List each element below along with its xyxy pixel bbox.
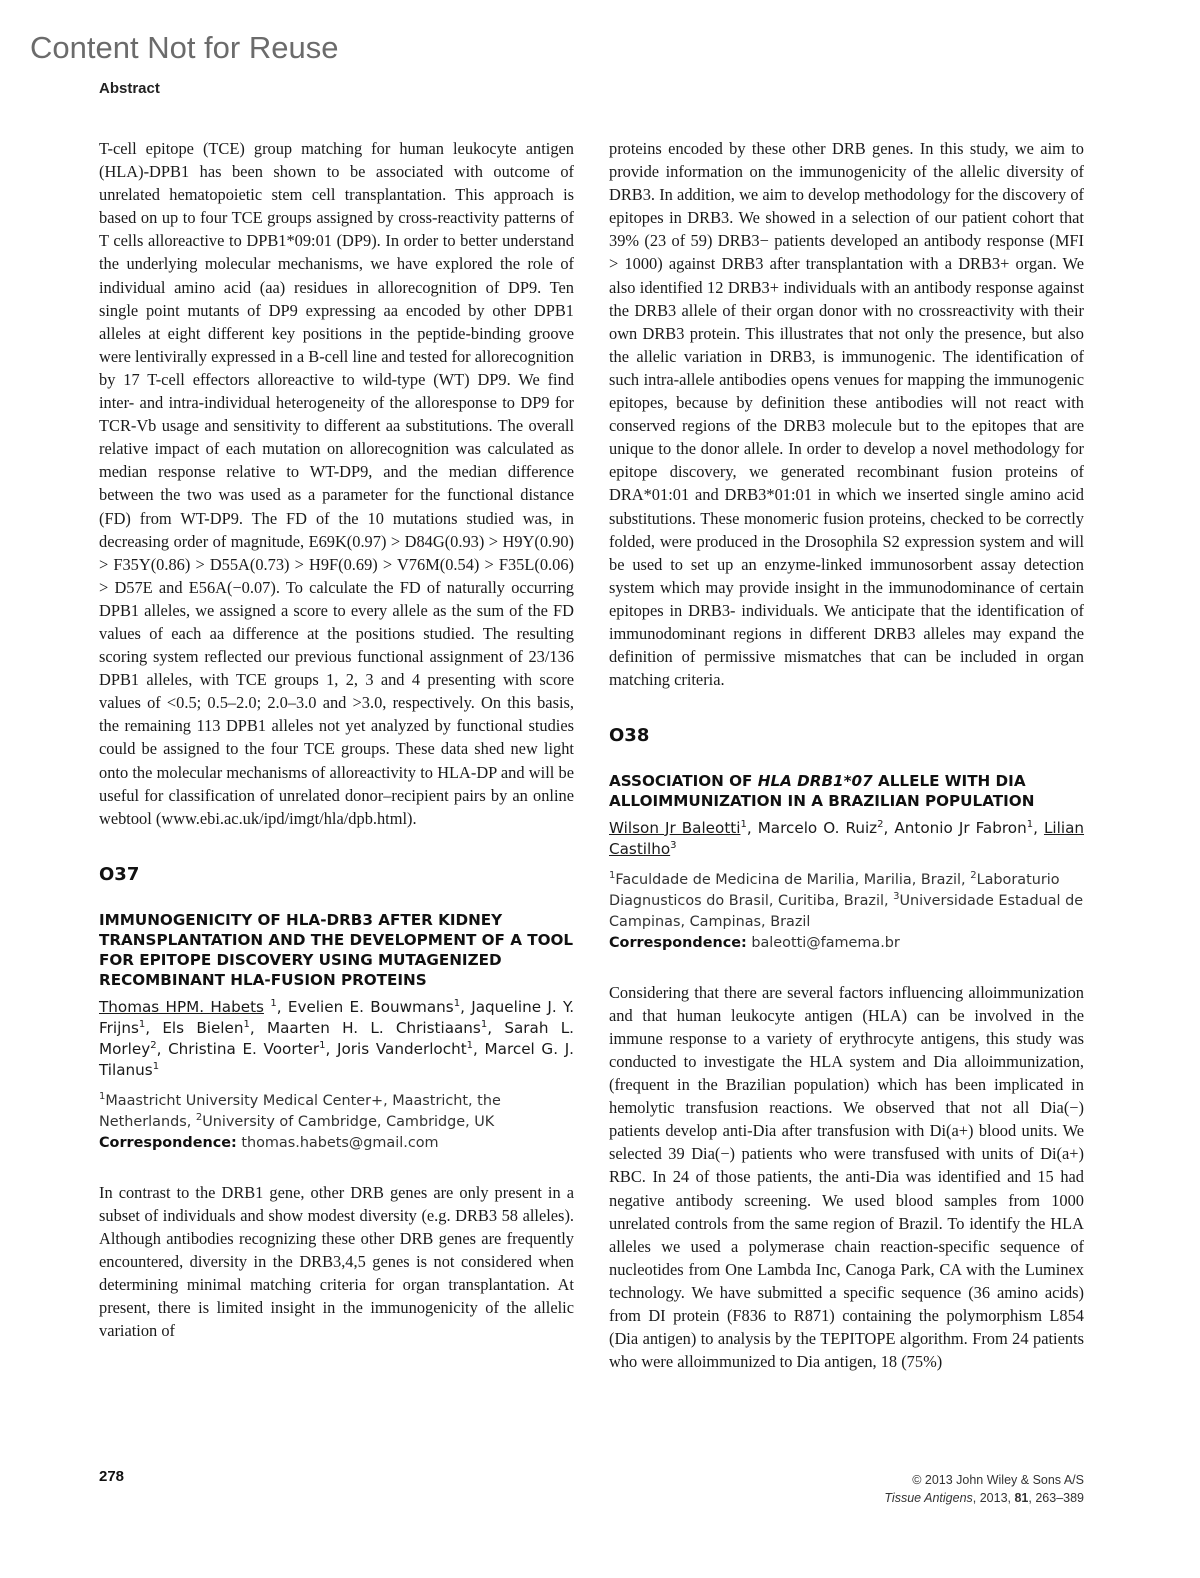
title-part: ALLELE WITH DIA ALLOIMMUNIZATION IN A BRAZILIAN POPULATION [609, 772, 1035, 811]
author-name: Antonio Jr Fabron [894, 818, 1027, 837]
affiliation: Faculdade de Medicina de Marilia, Marilia, Brazil, [615, 871, 971, 888]
o37-authors: Thomas HPM. Habets $^1$, Evelien E. Bouwmans$^1$, Jaqueline J. Y. Frijns$^1$, Els Bielen$^1$, Maarten H. L. Christiaans$^1$, Sarah L. Morley$^2$, Christina E. Voorter$^1$, Joris Vanderlocht$^1$, Marcel G. J. Tilanus$^1$ [99, 997, 575, 1079]
affiliation: Laboraturio Diagnusticos do Brasil, Curitiba, Brazil, [609, 871, 1060, 909]
affil-number: 2 [970, 869, 977, 881]
correspondence-email: baleotti@famema.br [746, 934, 900, 951]
affil-number: 1 [609, 869, 616, 881]
o38-abstract-id: O38 [609, 725, 650, 747]
author-name: Joris Vanderlocht [337, 1039, 467, 1058]
o36-body-paragraph: T-cell epitope (TCE) group matching for human leukocyte antigen (HLA)-DPB1 has been shown to be associated with outcome of unrelated hematopoietic stem cell transplantation. This approach is based on up to four TCE groups assigned by cross-reactivity patterns of T cells alloreactive to DPB1*09:01 (DP9). In order to better understand the underlying molecular mechanisms, we have explored the role of individual amino acid (aa) residues in allorecognition of DP9. Ten single point mutants of DP9 expressing aa encoded by other DPB1 alleles at eight different key positions in the peptide-binding groove were lentivirally expressed in a B-cell line and tested for allorecognition by 17 T-cell effectors alloreactive to wild-type (WT) DP9. We find inter- and intra-individual heterogeneity of the alloresponse to DP9 for TCR-Vb usage and sensitivity to different aa substitutions. The overall relative impact of each mutation on allorecognition was calculated as median response relative to WT-DP9, and the median difference between the two was used as a parameter for the functional distance (FD) from WT-DP9. The FD of the 10 mutations studied was, in decreasing order of magnitude, E69K(0.97) > D84G(0.93) > H9Y(0.90) > F35Y(0.86) > D55A(0.73) > H9F(0.69) > V76M(0.54) > F35L(0.06) > D57E and E56A(−0.07). To calculate the FD of naturally occurring DPB1 alleles, we assigned a score to every allele as the sum of the FD values of each aa difference at the positions studied. The resulting scoring system reflected our previous functional assignment of 23/136 DPB1 alleles, with TCE groups 1, 2, 3 and 4 presenting with score values of <0.5; 0.5–2.0; 2.0–3.0 and >3.0, respectively. On this basis, the remaining 113 DPB1 alleles not yet analyzed by functional studies could be assigned to the four TCE groups. These data shed new light onto the molecular mechanisms of alloreactivity to HLA-DP and will be useful for classification of unrelated donor–recipient pairs by an online webtool (www.ebi.ac.uk/ipd/imgt/hla/dpb.html). [99, 139, 574, 828]
author-name: Thomas HPM. Habets [99, 997, 264, 1016]
affil-number: 3 [893, 890, 900, 902]
author-affil-sup: 1 [1026, 818, 1034, 830]
copyright-line: © 2013 John Wiley & Sons A/S [912, 1473, 1084, 1487]
author-affil-sup: 1 [453, 997, 461, 1009]
affiliation: Maastricht University Medical Center+, Maastricht, the Netherlands, [99, 1092, 501, 1130]
correspondence-label: Correspondence: [609, 934, 747, 951]
affil-number: 1 [99, 1090, 106, 1102]
author-affil-sup: 3 [670, 839, 677, 851]
author-name: Marcelo O. Ruiz [757, 818, 878, 837]
author-name: Wilson Jr Baleotti [609, 818, 741, 837]
o37-title: IMMUNOGENICITY OF HLA-DRB3 AFTER KIDNEY TRANSPLANTATION AND THE DEVELOPMENT OF A TOOL FOR EPITOPE DISCOVERY USING MUTAGENIZED RECOMBINANT HLA-FUSION PROTEINS [99, 910, 574, 990]
author-name: Evelien E. Bouwmans [287, 997, 454, 1016]
citation-year: , 2013, [972, 1491, 1015, 1505]
o37-correspondence [99, 1133, 574, 1154]
correspondence-label: Correspondence: [99, 1134, 237, 1151]
affil-number: 2 [195, 1111, 203, 1123]
author-name: Marcel G. J. Tilanus [99, 1039, 575, 1079]
section-label: Abstract [99, 80, 160, 97]
citation-pages: , 263–389 [1028, 1491, 1084, 1505]
author-name: Els Bielen [162, 1018, 244, 1037]
author-affil-sup: 2 [877, 818, 884, 830]
author-affil-sup: 1 [319, 1039, 326, 1051]
page-number: 278 [99, 1468, 125, 1485]
journal-name: Tissue Antigens [884, 1491, 973, 1505]
author-affil-sup: 2 [150, 1039, 157, 1051]
journal-footer [884, 1471, 1084, 1507]
author-name: Lilian Castilho [609, 818, 1085, 858]
author-name: Maarten H. L. Christiaans [266, 1018, 481, 1037]
o38-affiliations [609, 870, 1084, 933]
title-part: ASSOCIATION OF [609, 772, 758, 791]
affiliation: Universidade Estadual de Campinas, Campinas, Brazil [609, 892, 1084, 930]
right-column [609, 137, 1084, 1373]
author-affil-sup: 1 [152, 1060, 160, 1072]
citation-line [884, 1489, 1084, 1507]
author-name: Sarah L. Morley [99, 1018, 575, 1058]
o37-body-continued: proteins encoded by these other DRB genes. In this study, we aim to provide information on the immunogenicity of the allelic diversity of DRB3. In addition, we aim to develop methodology for the discovery of epitopes in DRB3. We showed in a selection of our patient cohort that 39% (23 of 59) DRB3− patients developed an antibody response (MFI > 1000) against DRB3 after transplantation with a DRB3+ organ. We also identified 12 DRB3+ individuals with an antibody response against the DRB3 allele of their organ donor with no crossreactivity with their own DRB3 protein. This illustrates that not only the presence, but also the allelic variation in DRB3, is immunogenic. The identification of such intra-allele antibodies opens venues for mapping the immunogenic epitopes, because by definition these antibodies will not react with conserved regions of the DRB3 molecule but to the epitopes that are unique to the donor allele. In order to develop a novel methodology for epitope discovery, we generated recombinant fusion proteins of DRA*01:01 and DRB3*01:01 in which we inserted single amino acid substitutions. These monomeric fusion proteins, checked to be correctly folded, were produced in the Drosophila S2 expression system and will be used to set up an enzyme-linked immunosorbent assay detection system which may provide insight in the immunodominance of certain epitopes in DRB3- individuals. We anticipate that the identification of immunodominant regions in different DRB3 alleles may expand the definition of permissive mismatches that can be included in organ matching criteria. [609, 139, 1084, 690]
author-affil-sup: 1 [270, 997, 277, 1009]
left-column [99, 137, 574, 1342]
o38-body-paragraph: Considering that there are several factors influencing alloimmunization and that human leukocyte antigen (HLA) can be involved in the immune response to a variety of erythrocyte antigens, this study was conducted to investigate the HLA system and Dia alloimmunization, (frequent in the Brazilian population) which has been implicated in hemolytic transfusion reactions. We observed that not all Dia(−) patients develop anti-Dia after transfusion with Di(a+) blood units. We selected 39 Dia(−) patients who were transfused with units of Di(a+) RBC. In 24 of those patients, the anti-Dia was identified and 15 had negative antibody screening. We used blood samples from 1000 unrelated controls from the same region of Brazil. To identify the HLA alleles we used a polymerase chain reaction-specific sequence of nucleotides from One Lambda Inc, Canoga Park, CA with the Luminex technology. We have submitted a specific sequence (36 amino acids) from DI protein (F836 to R871) containing the polymorphism L854 (Dia antigen) to analysis by the TEPITOPE algorithm. From 24 patients who were alloimmunized to Dia antigen, 18 (75%) [609, 982, 1084, 1372]
author-name: Jaqueline J. Y. Frijns [99, 997, 575, 1037]
watermark: Content Not for Reuse [30, 30, 339, 65]
title-italic-part: HLA DRB1*07 [757, 772, 873, 791]
affiliation: University of Cambridge, Cambridge, UK [202, 1113, 495, 1130]
author-affil-sup: 1 [243, 1018, 250, 1030]
author-affil-sup: 1 [466, 1039, 474, 1051]
correspondence-email: thomas.habets@gmail.com [236, 1134, 439, 1151]
o38-title [609, 771, 1084, 811]
o38-authors: Wilson Jr Baleotti$^1$, Marcelo O. Ruiz$^2$, Antonio Jr Fabron$^1$, Lilian Castilho$^3$ [609, 818, 1085, 858]
author-affil-sup: 1 [480, 1018, 488, 1030]
author-name: Christina E. Voorter [168, 1039, 320, 1058]
o37-abstract-id: O37 [99, 863, 140, 885]
citation-volume: 81 [1014, 1491, 1029, 1505]
o37-body-paragraph: In contrast to the DRB1 gene, other DRB genes are only present in a subset of individuals and show modest diversity (e.g. DRB3 58 alleles). Although antibodies recognizing these other DRB genes are frequently encountered, diversity in the DRB3,4,5 genes is not considered when determining minimal matching criteria for organ transplantation. At present, there is limited insight in the immunogenicity of the allelic variation of [99, 1182, 574, 1341]
author-affil-sup: 1 [138, 1018, 146, 1030]
o38-correspondence [609, 933, 1084, 954]
author-affil-sup: 1 [740, 818, 747, 830]
o37-affiliations [99, 1091, 574, 1133]
